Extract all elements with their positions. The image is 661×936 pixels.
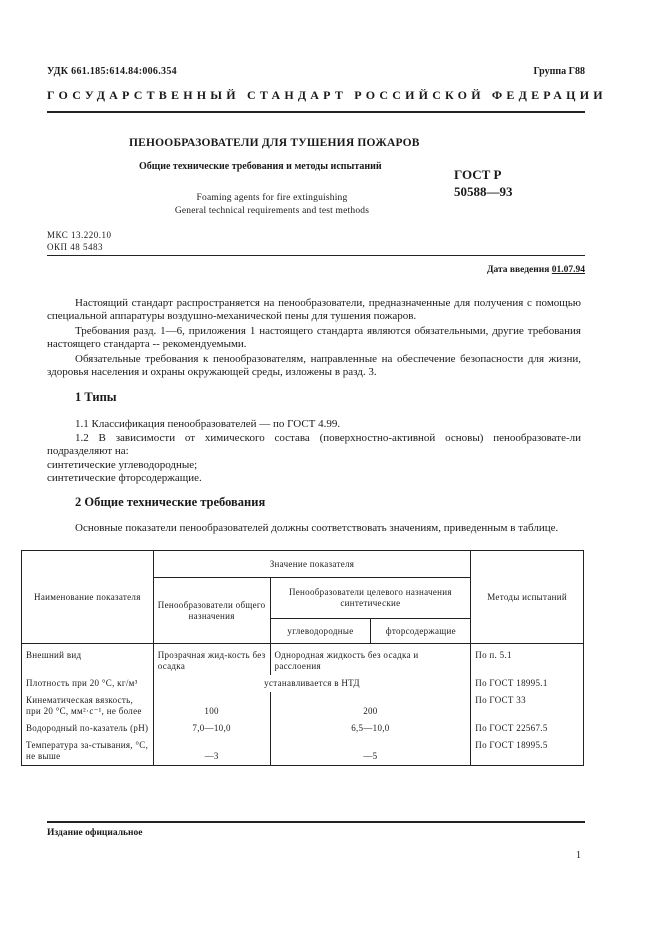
section-1-clause-2: 1.2 В зависимости от химического состава (поверхностно-активной основы) пенообразовате-ли подразделяют на: <box>47 432 581 457</box>
type-item-hydrocarbon: синтетические углеводородные; <box>47 459 198 471</box>
header-rule <box>47 111 585 113</box>
row-target-value: —5 <box>270 737 471 766</box>
row-method: По ГОСТ 22567.5 <box>471 720 584 737</box>
section-2-intro: Основные показатели пенообразователей должны соответствовать значениям, приведенным в таблице. <box>75 522 559 534</box>
table-row <box>22 675 584 692</box>
intro-paragraph-2: Требования разд. 1—6, приложения 1 настоящего стандарта являются обязательными, другие требования настоящего стандарта -- рекомендуемыми. <box>47 325 581 350</box>
effective-date-label: Дата введения <box>486 265 550 275</box>
row-method: По ГОСТ 18995.1 <box>471 675 584 692</box>
header-test-methods: Методы испытаний <box>471 551 584 644</box>
gost-designation: 50588—93 <box>454 184 513 199</box>
header-general-purpose: Пенообразователи общего назначения <box>153 578 270 644</box>
document-title: ПЕНООБРАЗОВАТЕЛИ ДЛЯ ТУШЕНИЯ ПОЖАРОВ <box>129 137 420 149</box>
row-name: Плотность при 20 °С, кг/м³ <box>22 675 154 692</box>
row-target-value: 200 <box>270 692 471 720</box>
header-target-purpose: Пенообразователи целевого назначения синтетические <box>270 578 471 619</box>
header-hydrocarbon: углеводородные <box>270 619 371 644</box>
table-row <box>22 720 584 737</box>
table-row <box>22 644 584 676</box>
header-indicator-value: Значение показателя <box>153 551 471 578</box>
section-1-heading: 1 Типы <box>75 390 117 404</box>
document-subtitle: Общие технические требования и методы испытаний <box>139 161 382 172</box>
english-title <box>142 192 402 218</box>
requirements-table <box>21 550 584 766</box>
row-method: По п. 5.1 <box>471 644 584 676</box>
table-header-row-1 <box>22 551 584 578</box>
english-title-line1: Foaming agents for fire extinguishing <box>196 193 348 203</box>
row-general-value: Прозрачная жид-кость без осадка <box>153 644 270 676</box>
row-name: Водородный по-казатель (рН) <box>22 720 154 737</box>
table-row <box>22 692 584 720</box>
row-name: Кинематическая вязкость, при 20 °С, мм²·с⁻¹, не более <box>22 692 154 720</box>
section-1-clause-1: 1.1 Классификация пенообразователей — по ГОСТ 4.99. <box>75 418 341 430</box>
page-number: 1 <box>576 850 581 861</box>
effective-date <box>487 265 585 275</box>
row-name: Внешний вид <box>22 644 154 676</box>
row-general-value: —3 <box>153 737 270 766</box>
intro-paragraph-1: Настоящий стандарт распространяется на пенообразователи, предназначенные для получения с помощью специальной аппаратуры воздушно-механической пены для тушения пожаров. <box>47 297 581 322</box>
row-general-value: 7,0—10,0 <box>153 720 270 737</box>
table-row <box>22 737 584 766</box>
row-method: По ГОСТ 18995.5 <box>471 737 584 766</box>
effective-date-value: 01.07.94 <box>551 265 585 275</box>
intro-paragraph-3: Обязательные требования к пенообразователям, направленные на обеспечение безопасности для жизни, здоровья населения и охраны окружающей среды, изложены в разд. 3. <box>47 353 581 378</box>
footer-rule <box>47 821 585 823</box>
row-target-value: 6,5—10,0 <box>270 720 471 737</box>
group-code: Группа Г88 <box>533 66 585 77</box>
classifier-codes <box>47 229 112 253</box>
gost-number <box>454 166 513 200</box>
codes-rule <box>47 255 585 256</box>
edition-note: Издание официальное <box>47 828 143 838</box>
header-indicator-name: Наименование показателя <box>22 551 154 644</box>
header-fluoro: фторсодержащие <box>371 619 471 644</box>
mks-code: МКС 13.220.10 <box>47 230 112 240</box>
type-item-fluoro: синтетические фторсодержащие. <box>47 472 202 484</box>
row-method: По ГОСТ 33 <box>471 692 584 720</box>
english-title-line2: General technical requirements and test methods <box>174 206 370 216</box>
gost-prefix: ГОСТ Р <box>454 167 502 182</box>
row-general-value: 100 <box>153 692 270 720</box>
section-2-heading: 2 Общие технические требования <box>75 495 266 509</box>
row-target-value: Однородная жидкость без осадка и расслоения <box>270 644 471 676</box>
udk-code: УДК 661.185:614.84:006.354 <box>47 66 177 77</box>
standard-title: ГОСУДАРСТВЕННЫЙ СТАНДАРТ РОССИЙСКОЙ ФЕДЕРАЦИИ <box>47 88 607 102</box>
row-name: Температура за-стывания, °С, не выше <box>22 737 154 766</box>
row-span-value: устанавливается в НТД <box>153 675 471 692</box>
okp-code: ОКП 48 5483 <box>47 242 104 252</box>
